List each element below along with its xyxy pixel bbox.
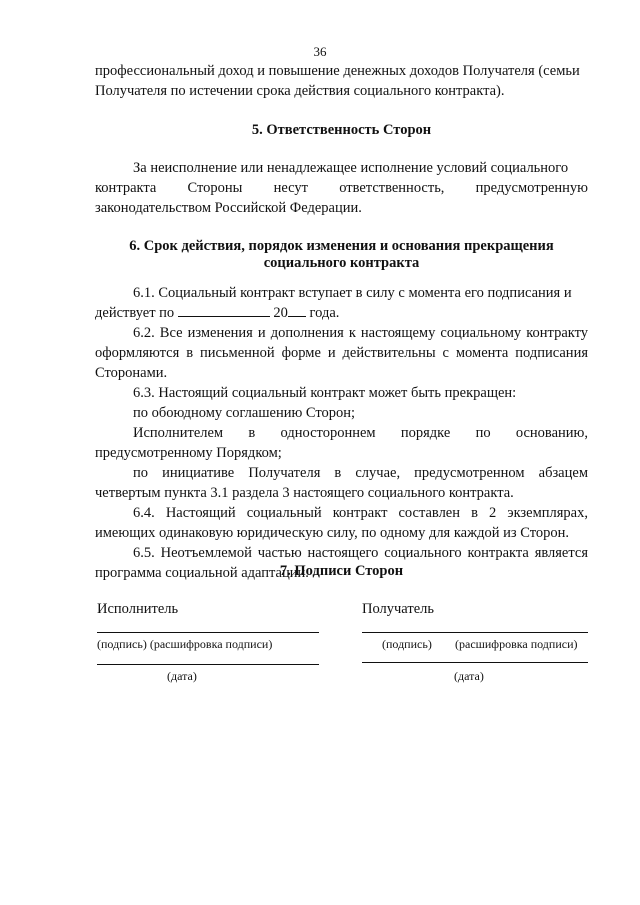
- recipient-sign-caption-signature: (подпись): [382, 637, 432, 651]
- recipient-sign-line: [362, 632, 588, 633]
- intro-line-2: Получателя по истечении срока действия социального контракта).: [95, 83, 505, 99]
- section-7-title: 7. Подписи Сторон: [279, 563, 404, 579]
- section-6-title: 6. Срок действия, порядок изменения и основания прекращения социального контракта: [129, 238, 554, 271]
- recipient-sign-caption-decoding: (расшифровка подписи): [455, 637, 578, 651]
- executor-label: Исполнитель: [97, 601, 179, 617]
- clause-6-3-item-b-line-2: предусмотренному Порядком;: [95, 445, 282, 461]
- executor-date-line: [97, 664, 319, 665]
- section-5-paragraph: [95, 158, 588, 218]
- clause-6-1-line-1: 6.1. Социальный контракт вступает в силу с момента его подписания и: [133, 285, 572, 301]
- section-5-line-1: За неисполнение или ненадлежащее исполнение условий социального: [133, 160, 569, 176]
- section-5-line-3: законодательством Российской Федерации.: [95, 200, 362, 216]
- clause-6-3-item-a: по обоюдному соглашению Сторон;: [133, 405, 356, 421]
- clause-6-3-item-c: по инициативе Получателя в случае, предусмотренном абзацем четвертым пункта 3.1 раздела 3 настоящего социального контракта.: [95, 465, 588, 501]
- executor-sign-line: [97, 632, 319, 633]
- section-5-title: 5. Ответственность Сторон: [251, 122, 432, 138]
- year-blank: [288, 303, 306, 317]
- intro-line-1: профессиональный доход и повышение денежных доходов Получателя (семьи: [95, 63, 580, 79]
- executor-date-caption: (дата): [167, 669, 197, 683]
- clause-6-3: 6.3. Настоящий социальный контракт может быть прекращен:: [133, 385, 517, 401]
- page-number: 36: [313, 44, 327, 59]
- section-6-body: [95, 283, 588, 583]
- section-5-line-2: контракта Стороны несут ответственность, предусмотренную: [95, 180, 588, 196]
- clause-6-5: 6.5. Неотъемлемой частью настоящего социального контракта является программа социальной адаптации.: [95, 545, 588, 581]
- clause-6-4: 6.4. Настоящий социальный контракт составлен в 2 экземплярах, имеющих одинаковую юридическую силу, по одному для каждой из Сторон.: [95, 505, 588, 541]
- recipient-date-caption: (дата): [454, 669, 484, 683]
- recipient-date-line: [362, 662, 588, 663]
- date-blank: [178, 303, 270, 317]
- executor-sign-caption: (подпись) (расшифровка подписи): [97, 637, 273, 651]
- clause-6-1-line-2: действует по 20 года.: [95, 305, 340, 321]
- clause-6-2: 6.2. Все изменения и дополнения к настоящему социальному контракту оформляются в письменной форме и действительны с момента подписания Сторонами.: [95, 325, 588, 381]
- recipient-label: Получатель: [362, 601, 434, 617]
- clause-6-3-item-b-line-1: Исполнителем в одностороннем порядке по основанию,: [133, 425, 588, 441]
- intro-paragraph: [95, 61, 588, 101]
